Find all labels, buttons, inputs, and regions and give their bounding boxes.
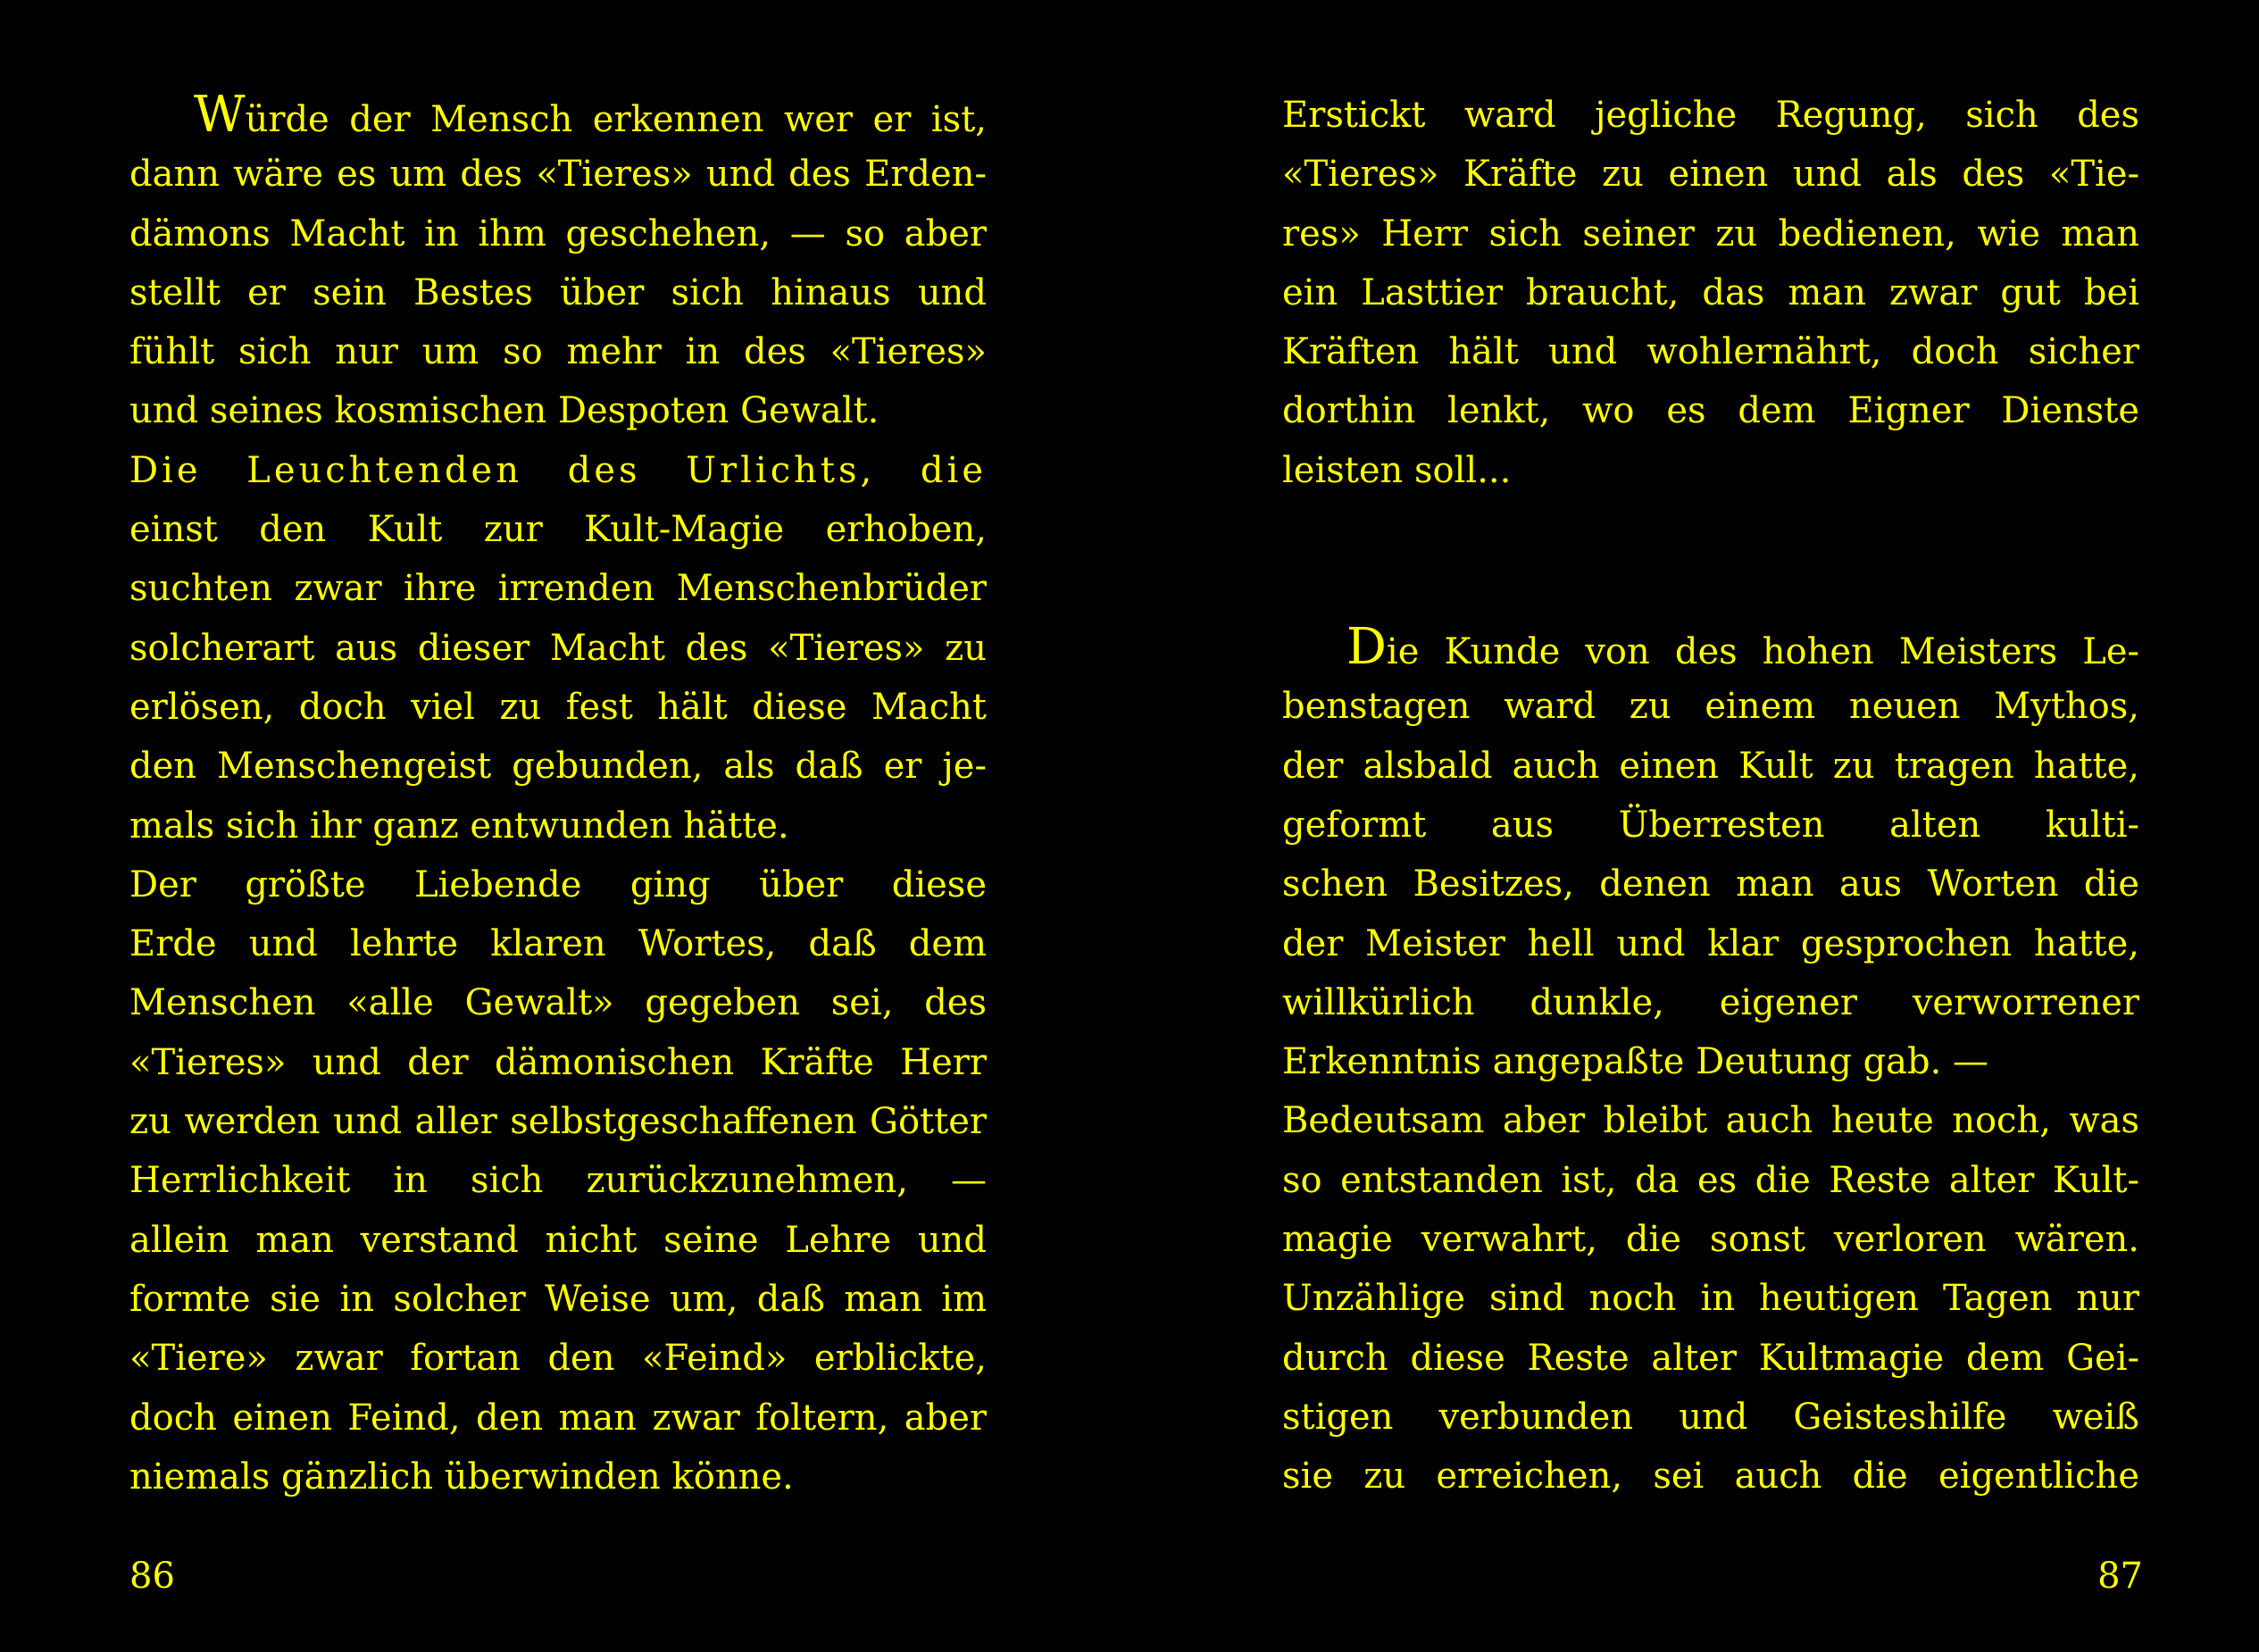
text-line: magie verwahrt, die sonst verloren wären. [1282,1219,2139,1261]
text-line: dämons Macht in ihm geschehen, — so aber [129,213,987,254]
text-line: Bedeutsam aber bleibt auch heute noch, was [1282,1100,2139,1142]
text-line: geformt aus Überresten alten kulti- [1282,804,2139,846]
text-line: niemals gänzlich überwinden könne. [129,1456,794,1498]
text-line: der alsbald auch einen Kult zu tragen hatte, [1282,745,2139,787]
text-line: res» Herr sich seiner zu bedienen, wie man [1282,213,2139,254]
text-line: ein Lasttier braucht, das man zwar gut bei [1282,271,2139,313]
text-line: Unzählige sind noch in heutigen Tagen nur [1282,1278,2139,1320]
drop-cap: W [194,86,246,144]
text-line: Erde und lehrte klaren Wortes, daß dem [129,923,987,965]
text-line: Die Leuchtenden des Urlichts, die [129,449,987,491]
text-line: stellt er sein Bestes über sich hinaus und [129,271,987,313]
text-line: Erstickt ward jegliche Regung, sich des [1282,95,2139,136]
text-line: sie zu erreichen, sei auch die eigentliche [1282,1456,2139,1498]
text-line: formte sie in solcher Weise um, daß man im [129,1278,987,1320]
text-line: «Tieres» und der dämonischen Kräfte Herr [129,1041,987,1083]
text-line: so entstanden ist, da es die Reste alter Kult- [1282,1159,2139,1201]
text-line: zu werden und aller selbstgeschaffenen Götter [129,1101,987,1143]
paragraph-gap [1282,500,2139,618]
drop-cap: D [1346,618,1387,677]
line-text: ürde der Mensch erkennen wer er ist, [245,99,987,140]
text-line: fühlt sich nur um so mehr in des «Tieres» [129,331,987,373]
text-line: der Meister hell und klar gesprochen hatte, [1282,922,2139,964]
line-text: ie Kunde von des hohen Meisters Le- [1386,631,2139,673]
text-line: Kräften hält und wohlernährt, doch sicher [1282,331,2139,373]
right-page [1282,86,2139,1622]
text-line: mals sich ihr ganz entwunden hätte. [129,805,789,847]
text-line: willkürlich dunkle, eigener verworrener [1282,981,2139,1023]
text-line: suchten zwar ihre irrenden Menschenbrüder [129,568,987,610]
text-line: allein man verstand nicht seine Lehre und [129,1219,987,1261]
page-number: 86 [129,1556,175,1597]
text-line [129,86,987,145]
text-line: «Tiere» zwar fortan den «Feind» erblickte, [129,1338,987,1380]
text-line: erlösen, doch viel zu fest hält diese Macht [129,686,987,728]
text-line: Menschen «alle Gewalt» gegeben sei, des [129,982,987,1024]
text-line: doch einen Feind, den man zwar foltern, aber [129,1397,987,1439]
text-line: solcherart aus dieser Macht des «Tieres» zu [129,627,987,669]
text-line: Der größte Liebende ging über diese [129,864,987,905]
text-line [1282,618,2139,677]
text-line: benstagen ward zu einem neuen Mythos, [1282,686,2139,728]
text-line: Erkenntnis angepaßte Deutung gab. — [1282,1041,1989,1083]
text-line: durch diese Reste alter Kultmagie dem Gei- [1282,1337,2139,1379]
text-line: Herrlichkeit in sich zurückzunehmen, — [129,1160,987,1202]
text-line: den Menschengeist gebunden, als daß er je- [129,746,987,788]
text-line: schen Besitzes, denen man aus Worten die [1282,864,2139,905]
text-line: dann wäre es um des «Tieres» und des Erden- [129,154,987,196]
text-line: «Tieres» Kräfte zu einen und als des «Tie- [1282,154,2139,196]
text-line: dorthin lenkt, wo es dem Eigner Dienste [1282,390,2139,432]
text-line: und seines kosmischen Despoten Gewalt. [129,390,879,432]
left-page [129,86,987,1622]
text-line: leisten soll... [1282,449,1512,491]
page-number: 87 [2097,1556,2143,1597]
text-line: stigen verbunden und Geisteshilfe weiß [1282,1396,2139,1438]
text-line: einst den Kult zur Kult-Magie erhoben, [129,509,987,551]
